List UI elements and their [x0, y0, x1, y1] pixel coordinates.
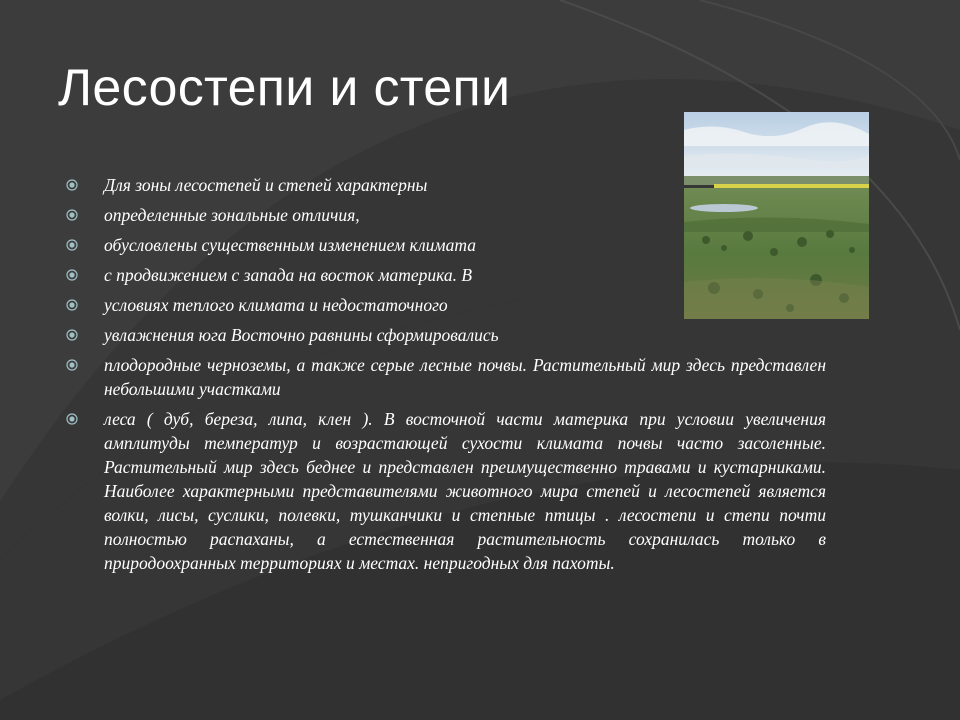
bullet-text: с продвижением с запада на восток материка. В [104, 265, 473, 285]
circle-bullet-icon [66, 413, 78, 425]
circle-bullet-icon [66, 299, 78, 311]
circle-bullet-icon [66, 209, 78, 221]
bullet-item [66, 353, 826, 401]
bullet-item [66, 233, 826, 257]
bullet-text: леса ( дуб, береза, липа, клен ). В восточной части материка при условии увеличения амплитуды температур и возрастающей сухости климата почвы часто засоленные. Растительный мир здесь беднее и представлен преимущественно травами и кустарниками. Наиболее характерными представителями животного мира степей и лесостепей является волки, лисы, суслики, полевки, тушканчики и степные птицы . лесостепи и степи почти полностью распаханы, а естественная растительность сохранилась только в природоохранных территориях и местах. непригодных для пахоты. [104, 409, 826, 573]
circle-bullet-icon [66, 239, 78, 251]
bullet-text: обусловлены существенным изменением климата [104, 235, 476, 255]
bullet-text: увлажнения юга Восточно равнины сформировались [104, 325, 499, 345]
bullet-item [66, 203, 826, 227]
page-title: Лесостепи и степи [58, 59, 511, 117]
bullet-item [66, 173, 826, 197]
bullet-text: плодородные черноземы, а также серые лесные почвы. Растительный мир здесь представлен небольшими участками [104, 355, 826, 399]
bullet-item [66, 263, 826, 287]
circle-bullet-icon [66, 359, 78, 371]
bullet-item [66, 407, 826, 575]
bullet-text: Для зоны лесостепей и степей характерны [104, 175, 428, 195]
bullet-item [66, 293, 826, 317]
circle-bullet-icon [66, 329, 78, 341]
circle-bullet-icon [66, 269, 78, 281]
circle-bullet-icon [66, 179, 78, 191]
bullet-item [66, 323, 826, 347]
bullet-list [66, 173, 826, 581]
bullet-text: условиях теплого климата и недостаточного [104, 295, 448, 315]
bullet-text: определенные зональные отличия, [104, 205, 360, 225]
